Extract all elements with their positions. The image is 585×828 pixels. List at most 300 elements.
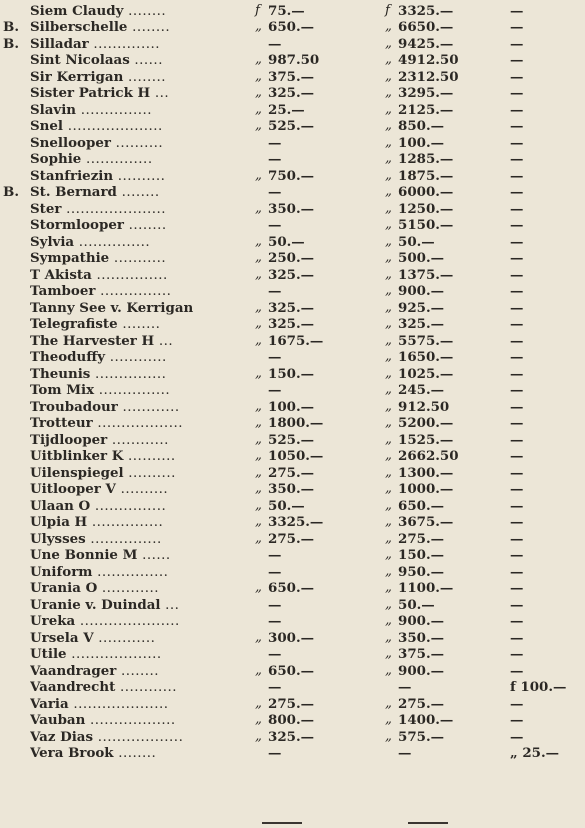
- amount-col2: 575.—: [398, 728, 445, 745]
- ledger-row: [0, 663, 585, 680]
- ledger-row: [0, 531, 585, 548]
- horse-name-cell: [30, 646, 254, 664]
- ledger-row: [0, 630, 585, 647]
- horse-name: Varia: [30, 695, 69, 712]
- amount-col3: —: [510, 19, 524, 35]
- leader-dots: ..............: [85, 152, 153, 167]
- amount-col3: —: [510, 382, 524, 398]
- horse-name: Urania O: [30, 580, 98, 596]
- ledger-row: [0, 696, 585, 713]
- ledger-row: [0, 168, 585, 185]
- amount-col3: —: [510, 35, 524, 52]
- ditto-mark-col1: „: [255, 580, 262, 595]
- horse-name-cell: [30, 696, 254, 714]
- leader-dots: ..............: [93, 36, 160, 52]
- leader-dots: ...: [154, 86, 170, 101]
- ditto-mark-col1: „: [255, 101, 262, 117]
- horse-name-cell: [30, 36, 254, 54]
- leader-dots: ..................: [90, 713, 176, 728]
- leader-dots: ........: [122, 317, 161, 332]
- amount-col2: 275.—: [398, 530, 445, 547]
- amount-col2: 925.—: [398, 299, 445, 316]
- amount-col1: 325.—: [268, 299, 315, 316]
- amount-col3: —: [510, 596, 524, 613]
- amount-col2: 950.—: [398, 563, 445, 580]
- ledger-row: [0, 580, 585, 597]
- horse-name: Uitblinker K: [30, 448, 124, 464]
- amount-col1: 50.—: [268, 233, 305, 250]
- amount-col1: 750.—: [268, 167, 315, 184]
- amount-col3: —: [510, 233, 524, 250]
- leader-dots: ........: [132, 20, 171, 35]
- amount-col1: —: [268, 679, 282, 695]
- leader-dots: ............: [101, 581, 159, 596]
- ledger-row: [0, 514, 585, 531]
- leader-dots: ..........: [115, 135, 164, 151]
- horse-name: Sympathie: [30, 250, 110, 266]
- amount-col3: —: [510, 712, 524, 728]
- ditto-mark-col2: „: [385, 233, 392, 249]
- horse-name: Tanny See v. Kerrigan: [30, 299, 194, 316]
- horse-name: Troubadour: [30, 398, 118, 415]
- amount-col1: 325.—: [268, 266, 315, 283]
- amount-col2: 5575.—: [398, 332, 454, 349]
- horse-name-cell: [30, 531, 254, 549]
- amount-col3: —: [510, 431, 524, 448]
- ledger-row: [0, 184, 585, 201]
- amount-col3: —: [510, 151, 524, 167]
- ditto-mark-col1: „: [255, 481, 262, 496]
- horse-name: Ster: [30, 200, 62, 217]
- amount-col2: 900.—: [398, 662, 445, 679]
- horse-name-cell: [30, 498, 254, 516]
- amount-col3: —: [510, 646, 524, 662]
- ditto-mark-col1: „: [255, 250, 262, 265]
- amount-col1: 150.—: [268, 365, 315, 382]
- amount-col2: 1875.—: [398, 167, 454, 184]
- ditto-mark-col2: „: [385, 217, 392, 232]
- breed-prefix: B.: [3, 19, 19, 35]
- breed-prefix: B.: [3, 184, 19, 200]
- ditto-mark-col2: „: [385, 547, 392, 562]
- amount-col2: 850.—: [398, 118, 445, 134]
- amount-col1: —: [268, 283, 282, 299]
- horse-name-cell: [30, 465, 254, 483]
- amount-col2: 3325.—: [398, 2, 454, 19]
- ledger-row: [0, 201, 585, 218]
- amount-col1: 987.50: [268, 52, 320, 68]
- horse-name-cell: [30, 333, 254, 351]
- leader-dots: ..................: [97, 729, 184, 745]
- leader-dots: .....................: [66, 201, 166, 217]
- ditto-mark-col2: „: [385, 629, 392, 645]
- ledger-row: [0, 151, 585, 168]
- amount-col3: —: [510, 68, 524, 85]
- amount-col1: 275.—: [268, 530, 315, 547]
- horse-name-cell: [30, 168, 254, 186]
- ditto-mark-col2: „: [385, 365, 392, 381]
- horse-name-cell: [30, 349, 254, 367]
- ditto-mark-col2: „: [385, 85, 392, 100]
- amount-col2: 3295.—: [398, 85, 454, 101]
- leader-dots: ...............: [95, 366, 167, 382]
- horse-name: Stormlooper: [30, 217, 124, 233]
- amount-col1: —: [268, 745, 282, 761]
- horse-name: Silladar: [30, 35, 89, 52]
- ditto-mark-col2: „: [385, 613, 392, 628]
- ledger-row: [0, 498, 585, 515]
- amount-col2: 50.—: [398, 596, 435, 613]
- ditto-mark-col1: „: [255, 415, 262, 430]
- amount-col3: —: [510, 118, 524, 134]
- horse-name: Vera Brook: [30, 745, 114, 761]
- amount-col3: —: [510, 695, 524, 712]
- leader-dots: ...............: [91, 515, 164, 530]
- ditto-mark-col2: „: [385, 134, 392, 150]
- amount-col2: 500.—: [398, 250, 445, 266]
- ditto-mark-col2: „: [385, 662, 392, 678]
- amount-col1: —: [268, 563, 282, 580]
- ledger-row: [0, 217, 585, 234]
- horse-name: Uranie v. Duindal: [30, 596, 161, 613]
- ledger-row: [0, 102, 585, 119]
- ditto-mark-col1: „: [255, 464, 262, 480]
- ditto-mark-col1: „: [255, 530, 262, 546]
- horse-name: Uitlooper V: [30, 481, 116, 497]
- ditto-mark-col2: „: [385, 19, 392, 34]
- horse-name: Tamboer: [30, 283, 96, 299]
- ditto-mark-col1: „: [255, 448, 262, 463]
- leader-dots: ........: [121, 185, 160, 200]
- ditto-mark-col2: „: [385, 563, 392, 579]
- amount-col2: 100.—: [398, 134, 445, 151]
- amount-col1: —: [268, 35, 282, 52]
- leader-dots: ...............: [98, 383, 171, 398]
- leader-dots: ...............: [96, 267, 168, 283]
- ditto-mark-col1: „: [255, 728, 262, 744]
- horse-name: Theunis: [30, 365, 91, 382]
- ditto-mark-col2: „: [385, 580, 392, 595]
- amount-col3: —: [510, 365, 524, 382]
- amount-col1: —: [268, 134, 282, 151]
- amount-col1: 25.—: [268, 101, 305, 118]
- horse-name-cell: [30, 118, 254, 136]
- ditto-mark-col2: „: [385, 646, 392, 661]
- leader-dots: ............: [109, 350, 167, 365]
- leader-dots: ...............: [94, 498, 167, 514]
- ditto-mark-col1: „: [255, 200, 262, 216]
- amount-col1: 275.—: [268, 695, 315, 712]
- horse-name-cell: [30, 432, 254, 450]
- ditto-mark-col1: f: [255, 2, 260, 18]
- horse-name: Stanfriezin: [30, 167, 114, 184]
- horse-name-cell: [30, 69, 254, 87]
- amount-col2: 245.—: [398, 382, 445, 398]
- amount-col2: 1300.—: [398, 464, 454, 481]
- amount-col2: 5150.—: [398, 217, 454, 233]
- leader-dots: ...............: [78, 234, 151, 250]
- ditto-mark-col1: „: [255, 167, 262, 183]
- amount-col3: —: [510, 332, 524, 349]
- horse-name-cell: [30, 184, 254, 202]
- amount-col2: 2125.—: [398, 101, 454, 118]
- horse-name: St. Bernard: [30, 184, 117, 200]
- amount-col2: 5200.—: [398, 415, 454, 431]
- horse-name: The Harvester H: [30, 332, 155, 349]
- amount-col2: 1000.—: [398, 481, 454, 497]
- amount-col3: —: [510, 266, 524, 283]
- leader-dots: ........: [128, 3, 167, 19]
- leader-dots: ..........: [117, 168, 166, 184]
- horse-name-cell: [30, 366, 254, 384]
- horse-name-cell: [30, 547, 254, 565]
- amount-col2: —: [398, 745, 412, 761]
- amount-col2: 1525.—: [398, 431, 454, 448]
- leader-dots: ...............: [90, 531, 162, 547]
- ledger-row: [0, 52, 585, 69]
- ditto-mark-col1: „: [255, 431, 262, 447]
- amount-col2: 900.—: [398, 613, 445, 629]
- ledger-row: [0, 36, 585, 53]
- leader-dots: ........: [120, 663, 160, 679]
- ledger-row: [0, 547, 585, 564]
- ledger-row: [0, 234, 585, 251]
- amount-col1: 250.—: [268, 250, 315, 266]
- amount-col1: —: [268, 613, 282, 629]
- horse-name-cell: [30, 630, 254, 648]
- ditto-mark-col1: „: [255, 332, 262, 348]
- amount-col1: —: [268, 151, 282, 167]
- amount-col3: —: [510, 200, 524, 217]
- ledger-row: [0, 316, 585, 333]
- horse-name: Silberschelle: [30, 19, 128, 35]
- leader-dots: ..........: [128, 449, 176, 464]
- ledger-row: [0, 118, 585, 135]
- horse-name: Ulysses: [30, 530, 86, 547]
- amount-col1: 100.—: [268, 398, 315, 415]
- amount-col3: —: [510, 250, 524, 266]
- amount-col3: —: [510, 481, 524, 497]
- ditto-mark-col2: „: [385, 695, 392, 711]
- horse-name: Trotteur: [30, 415, 93, 431]
- horse-name-cell: [30, 85, 254, 103]
- ledger-row: [0, 613, 585, 630]
- horse-name-cell: [30, 514, 254, 532]
- ditto-mark-col2: „: [385, 514, 392, 529]
- leader-dots: ........: [128, 218, 167, 233]
- leader-dots: ...: [158, 333, 174, 349]
- amount-col3: —: [510, 415, 524, 431]
- horse-name: Telegrafiste: [30, 316, 118, 332]
- ledger-row: [0, 366, 585, 383]
- horse-name: Vaz Dias: [30, 728, 94, 745]
- amount-col1: 650.—: [268, 19, 315, 35]
- ditto-mark-col2: „: [385, 52, 392, 67]
- ledger-row: [0, 85, 585, 102]
- breed-prefix: B.: [3, 35, 19, 52]
- ditto-mark-col2: „: [385, 35, 392, 51]
- amount-col3: —: [510, 514, 524, 530]
- amount-col1: —: [268, 184, 282, 200]
- amount-col2: 1375.—: [398, 266, 454, 283]
- amount-col2: —: [398, 679, 412, 695]
- horse-name: Slavin: [30, 101, 77, 118]
- ditto-mark-col2: „: [385, 200, 392, 216]
- ledger-row: [0, 432, 585, 449]
- ditto-mark-col2: „: [385, 448, 392, 463]
- amount-col3: —: [510, 167, 524, 184]
- amount-col1: 75.—: [268, 2, 305, 19]
- ditto-mark-col1: „: [255, 629, 262, 645]
- amount-col2: 50.—: [398, 233, 435, 250]
- ditto-mark-col1: „: [255, 497, 262, 513]
- horse-name: Vaandrecht: [30, 679, 116, 695]
- horse-name: Ursela V: [30, 629, 94, 646]
- ledger-row: [0, 250, 585, 267]
- ditto-mark-col2: „: [385, 184, 392, 199]
- amount-col2: 912.50: [398, 398, 450, 415]
- leader-dots: ...............: [97, 564, 169, 580]
- ditto-mark-col1: „: [255, 68, 262, 84]
- ledger-row: [0, 712, 585, 729]
- amount-col2: 350.—: [398, 629, 445, 646]
- ditto-mark-col1: „: [255, 266, 262, 282]
- amount-col1: 375.—: [268, 68, 315, 85]
- leader-dots: ........: [127, 69, 167, 85]
- ledger-row: [0, 300, 585, 317]
- amount-col3: —: [510, 662, 524, 679]
- amount-col2: 325.—: [398, 316, 445, 332]
- amount-col1: 325.—: [268, 316, 315, 332]
- horse-name-cell: [30, 448, 254, 466]
- amount-col1: 525.—: [268, 118, 315, 134]
- ledger-row: [0, 267, 585, 284]
- ditto-mark-col1: „: [255, 398, 262, 414]
- horse-name-cell: [30, 663, 254, 681]
- amount-col1: 525.—: [268, 431, 315, 448]
- ledger-row: [0, 135, 585, 152]
- amount-col1: 3325.—: [268, 514, 324, 530]
- amount-col2: 650.—: [398, 497, 445, 514]
- horse-name: Theoduffy: [30, 349, 106, 365]
- amount-col3: —: [510, 134, 524, 151]
- amount-col1: 325.—: [268, 85, 315, 101]
- ditto-mark-col1: „: [255, 695, 262, 711]
- horse-name: Sir Kerrigan: [30, 68, 124, 85]
- ditto-mark-col2: „: [385, 712, 392, 727]
- horse-name-cell: [30, 300, 254, 318]
- horse-name-cell: [30, 745, 254, 763]
- horse-name-cell: [30, 613, 254, 631]
- amount-col1: 350.—: [268, 481, 315, 497]
- amount-col3: —: [510, 52, 524, 68]
- amount-col1: 350.—: [268, 200, 315, 217]
- amount-col2: 9425.—: [398, 35, 454, 52]
- ditto-mark-col2: „: [385, 299, 392, 315]
- horse-name-cell: [30, 399, 254, 417]
- horse-name-cell: [30, 580, 254, 598]
- leader-dots: ............: [119, 680, 178, 695]
- amount-col1: 1050.—: [268, 448, 324, 464]
- amount-col2: 1100.—: [398, 580, 454, 596]
- ditto-mark-col2: „: [385, 728, 392, 744]
- horse-name-cell: [30, 481, 254, 499]
- horse-name: Snel: [30, 118, 64, 134]
- amount-col1: 275.—: [268, 464, 315, 481]
- amount-col2: 150.—: [398, 547, 445, 563]
- amount-col3: —: [510, 464, 524, 481]
- leader-dots: ...............: [100, 284, 172, 299]
- amount-col1: 800.—: [268, 712, 315, 728]
- ledger-row: [0, 399, 585, 416]
- horse-name-cell: [30, 102, 254, 120]
- ledger-row: [0, 333, 585, 350]
- amount-col3: —: [510, 497, 524, 514]
- leader-dots: ............: [122, 399, 180, 415]
- leader-dots: ...................: [71, 647, 162, 662]
- cropped-next-row: [0, 822, 585, 828]
- horse-name: Uilenspiegel: [30, 464, 124, 481]
- amount-col3: —: [510, 629, 524, 646]
- horse-name: Tom Mix: [30, 382, 95, 398]
- horse-name: Sophie: [30, 151, 82, 167]
- leader-dots: ......: [142, 548, 171, 563]
- amount-col1: —: [268, 382, 282, 398]
- ledger-row: [0, 69, 585, 86]
- amount-col1: 1675.—: [268, 332, 324, 349]
- amount-col2: 275.—: [398, 695, 445, 712]
- ditto-mark-col2: „: [385, 497, 392, 513]
- amount-col3: —: [510, 316, 524, 332]
- amount-col3: —: [510, 101, 524, 118]
- amount-col1: 650.—: [268, 662, 315, 679]
- ledger-row: [0, 283, 585, 300]
- horse-name: Ulaan O: [30, 497, 91, 514]
- ditto-mark-col2: „: [385, 332, 392, 348]
- amount-col2: 3675.—: [398, 514, 454, 530]
- ditto-mark-col2: „: [385, 68, 392, 84]
- ledger-row: [0, 729, 585, 746]
- horse-name-cell: [30, 3, 254, 21]
- amount-col2: 1250.—: [398, 200, 454, 217]
- horse-name: Utile: [30, 646, 67, 662]
- ditto-mark-col2: „: [385, 250, 392, 265]
- amount-col2: 2312.50: [398, 68, 459, 85]
- amount-col3: —: [510, 728, 524, 745]
- ditto-mark-col2: „: [385, 398, 392, 414]
- amount-col1: 300.—: [268, 629, 315, 646]
- ditto-mark-col1: „: [255, 365, 262, 381]
- horse-name-cell: [30, 19, 254, 37]
- amount-col2: 4912.50: [398, 52, 459, 68]
- leader-dots: ............: [111, 432, 169, 448]
- amount-col2: 1025.—: [398, 365, 454, 382]
- ditto-mark-col2: „: [385, 151, 392, 166]
- ditto-mark-col2: „: [385, 464, 392, 480]
- horse-name-cell: [30, 729, 254, 747]
- horse-name-cell: [30, 234, 254, 252]
- ditto-mark-col2: „: [385, 481, 392, 496]
- leader-dots: ...: [165, 597, 180, 613]
- amount-col2: 1650.—: [398, 349, 454, 365]
- leader-dots: ..................: [97, 416, 183, 431]
- ditto-mark-col2: „: [385, 431, 392, 447]
- horse-name: Sister Patrick H: [30, 85, 151, 101]
- amount-col3: —: [510, 563, 524, 580]
- ditto-mark-col1: „: [255, 118, 262, 133]
- ditto-mark-col1: „: [255, 19, 262, 34]
- amount-col3: —: [510, 613, 524, 629]
